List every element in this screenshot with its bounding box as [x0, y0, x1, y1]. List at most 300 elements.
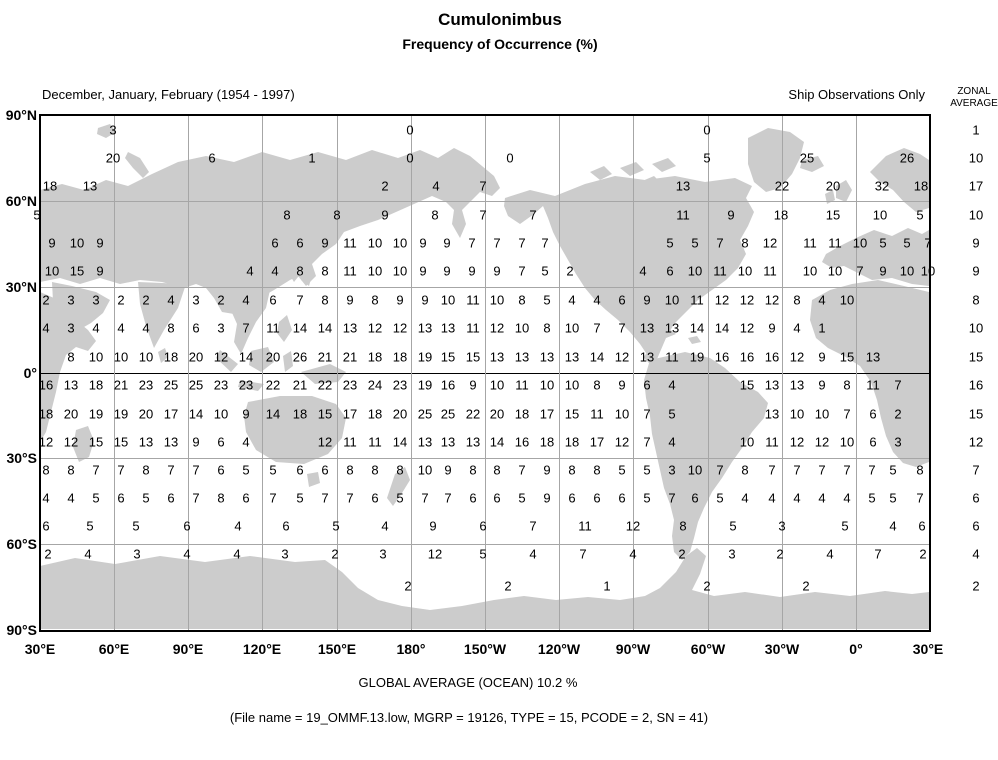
grid-value: 20: [825, 178, 841, 194]
grid-value: 6: [321, 462, 329, 478]
grid-value: 8: [568, 462, 576, 478]
grid-value: 8: [593, 377, 601, 393]
period-label: December, January, February (1954 - 1997): [42, 87, 295, 102]
lon-tick-label: 120°W: [537, 641, 581, 657]
grid-value: 6: [469, 490, 477, 506]
grid-value: 6: [666, 263, 674, 279]
grid-value: 9: [96, 263, 104, 279]
grid-value: 4: [233, 546, 241, 562]
grid-line-v: [114, 115, 115, 630]
grid-value: 4: [768, 490, 776, 506]
grid-value: 10: [564, 377, 580, 393]
grid-value: 6: [371, 490, 379, 506]
grid-value: 18: [292, 406, 308, 422]
grid-value: 6: [618, 490, 626, 506]
grid-value: 11: [866, 377, 880, 393]
grid-value: 8: [431, 207, 439, 223]
grid-value: 7: [818, 462, 826, 478]
grid-value: 18: [367, 406, 383, 422]
grid-value: 10: [739, 434, 755, 450]
grid-value: 11: [676, 207, 690, 223]
grid-value: 16: [739, 349, 755, 365]
grid-value: 13: [465, 434, 481, 450]
grid-value: 4: [92, 320, 100, 336]
grid-value: 4: [793, 490, 801, 506]
grid-value: 7: [874, 546, 882, 562]
grid-value: 10: [514, 320, 530, 336]
grid-value: 0: [406, 122, 414, 138]
grid-value: 3: [217, 320, 225, 336]
grid-value: 11: [763, 263, 777, 279]
grid-value: 5: [729, 518, 737, 534]
grid-value: 20: [138, 406, 154, 422]
grid-value: 8: [371, 292, 379, 308]
grid-value: 12: [392, 320, 408, 336]
grid-value: 7: [643, 406, 651, 422]
grid-value: 8: [793, 292, 801, 308]
grid-value: 10: [392, 263, 408, 279]
grid-value: 5: [269, 462, 277, 478]
grid-value: 15: [69, 263, 85, 279]
grid-value: 10: [687, 263, 703, 279]
grid-value: 9: [346, 292, 354, 308]
grid-value: 18: [539, 434, 555, 450]
grid-value: 8: [333, 207, 341, 223]
file-info-label: (File name = 19_OMMF.13.low, MGRP = 19126, TYPE = 15, PCODE = 2, SN = 41): [229, 710, 709, 725]
grid-value: 17: [342, 406, 358, 422]
grid-value: 6: [269, 292, 277, 308]
grid-value: 12: [63, 434, 79, 450]
grid-value: 25: [799, 150, 815, 166]
grid-value: 32: [874, 178, 890, 194]
grid-value: 13: [417, 434, 433, 450]
grid-value: 9: [444, 462, 452, 478]
grid-value: 8: [843, 377, 851, 393]
grid-value: 7: [117, 462, 125, 478]
grid-value: 3: [778, 518, 786, 534]
grid-value: 18: [42, 178, 58, 194]
grid-value: 22: [265, 377, 281, 393]
grid-value: 13: [63, 377, 79, 393]
grid-value: 9: [443, 235, 451, 251]
zonal-average-value: 6: [972, 490, 980, 506]
grid-value: 2: [217, 292, 225, 308]
island-tasmania: [307, 472, 320, 487]
grid-value: 4: [593, 292, 601, 308]
grid-value: 10: [737, 263, 753, 279]
grid-value: 12: [764, 292, 780, 308]
grid-value: 7: [716, 235, 724, 251]
grid-value: 25: [163, 377, 179, 393]
page-title: Cumulonimbus: [438, 10, 562, 29]
grid-value: 8: [593, 462, 601, 478]
grid-value: 21: [113, 377, 129, 393]
grid-value: 8: [679, 518, 687, 534]
grid-value: 9: [419, 263, 427, 279]
grid-value: 13: [489, 349, 505, 365]
grid-value: 2: [703, 578, 711, 594]
grid-value: 5: [618, 462, 626, 478]
grid-value: 11: [368, 434, 382, 450]
grid-value: 12: [739, 320, 755, 336]
grid-value: 2: [117, 292, 125, 308]
grid-value: 12: [213, 349, 229, 365]
grid-value: 12: [614, 434, 630, 450]
grid-value: 7: [518, 462, 526, 478]
grid-value: 2: [404, 578, 412, 594]
grid-value: 4: [242, 292, 250, 308]
grid-value: 5: [332, 518, 340, 534]
lat-tick-label: 30°S: [6, 450, 37, 466]
grid-value: 10: [839, 292, 855, 308]
grid-value: 7: [668, 490, 676, 506]
zonal-average-value: 7: [972, 462, 980, 478]
grid-value: 14: [317, 320, 333, 336]
grid-value: 19: [417, 349, 433, 365]
grid-value: 11: [803, 235, 817, 251]
grid-value: 3: [192, 292, 200, 308]
grid-value: 9: [543, 462, 551, 478]
grid-value: 4: [741, 490, 749, 506]
grid-value: 5: [703, 150, 711, 166]
grid-value: 8: [67, 462, 75, 478]
grid-value: 10: [614, 406, 630, 422]
grid-value: 14: [265, 406, 281, 422]
zonal-average-value: 8: [972, 292, 980, 308]
zonal-average-value: 15: [968, 406, 984, 422]
grid-value: 10: [872, 207, 888, 223]
grid-value: 2: [44, 546, 52, 562]
grid-value: 6: [479, 518, 487, 534]
grid-value: 7: [618, 320, 626, 336]
grid-value: 12: [614, 349, 630, 365]
grid-value: 12: [814, 434, 830, 450]
grid-value: 11: [343, 263, 357, 279]
lon-tick-label: 90°W: [615, 641, 651, 657]
grid-value: 13: [342, 320, 358, 336]
zonal-average-value: 9: [972, 235, 980, 251]
grid-value: 11: [466, 292, 480, 308]
grid-value: 3: [109, 122, 117, 138]
grid-value: 6: [643, 377, 651, 393]
grid-value: 7: [894, 377, 902, 393]
page-subtitle: Frequency of Occurrence (%): [402, 36, 598, 52]
grid-value: 8: [396, 462, 404, 478]
grid-value: 2: [919, 546, 927, 562]
grid-value: 8: [296, 263, 304, 279]
grid-value: 5: [668, 406, 676, 422]
grid-value: 9: [443, 263, 451, 279]
grid-value: 3: [668, 462, 676, 478]
grid-value: 4: [818, 292, 826, 308]
grid-value: 10: [852, 235, 868, 251]
grid-value: 10: [69, 235, 85, 251]
grid-value: 9: [727, 207, 735, 223]
grid-value: 8: [42, 462, 50, 478]
grid-value: 7: [167, 462, 175, 478]
grid-value: 5: [518, 490, 526, 506]
grid-value: 16: [514, 434, 530, 450]
grid-value: 10: [564, 320, 580, 336]
grid-value: 6: [618, 292, 626, 308]
grid-value: 7: [493, 235, 501, 251]
grid-value: 9: [469, 377, 477, 393]
grid-value: 13: [417, 320, 433, 336]
grid-value: 12: [38, 434, 54, 450]
grid-value: 7: [296, 292, 304, 308]
grid-value: 10: [440, 292, 456, 308]
lat-tick-label: 90°N: [5, 107, 37, 123]
grid-value: 7: [924, 235, 932, 251]
grid-value: 13: [514, 349, 530, 365]
grid-value: 10: [839, 434, 855, 450]
grid-value: 9: [48, 235, 56, 251]
grid-value: 17: [163, 406, 179, 422]
grid-value: 5: [86, 518, 94, 534]
grid-value: 4: [242, 434, 250, 450]
grid-value: 9: [421, 292, 429, 308]
grid-value: 10: [489, 377, 505, 393]
grid-value: 12: [625, 518, 641, 534]
grid-line-v: [856, 115, 857, 630]
grid-value: 6: [42, 518, 50, 534]
zonal-average-value: 9: [972, 263, 980, 279]
grid-value: 8: [543, 320, 551, 336]
grid-value: 13: [764, 377, 780, 393]
grid-value: 15: [465, 349, 481, 365]
grid-value: 20: [188, 349, 204, 365]
grid-value: 4: [639, 263, 647, 279]
grid-value: 9: [242, 406, 250, 422]
grid-value: 17: [539, 406, 555, 422]
grid-value: 11: [466, 320, 480, 336]
grid-value: 14: [589, 349, 605, 365]
grid-value: 7: [444, 490, 452, 506]
grid-value: 4: [42, 490, 50, 506]
grid-value: 10: [367, 263, 383, 279]
grid-value: 4: [234, 518, 242, 534]
zonal-average-value: 1: [972, 122, 980, 138]
grid-value: 13: [639, 349, 655, 365]
grid-value: 16: [714, 349, 730, 365]
zonal-average-header: [950, 86, 998, 110]
zonal-average-value: 6: [972, 518, 980, 534]
grid-value: 16: [764, 349, 780, 365]
grid-value: 12: [489, 320, 505, 336]
grid-value: 5: [92, 490, 100, 506]
grid-value: 4: [889, 518, 897, 534]
grid-value: 2: [42, 292, 50, 308]
grid-value: 0: [506, 150, 514, 166]
lon-tick-label: 60°W: [690, 641, 726, 657]
grid-value: 8: [469, 462, 477, 478]
grid-value: 12: [762, 235, 778, 251]
grid-value: 11: [828, 235, 842, 251]
grid-value: 4: [529, 546, 537, 562]
grid-value: 5: [543, 292, 551, 308]
grid-value: 7: [768, 462, 776, 478]
grid-value: 13: [564, 349, 580, 365]
grid-value: 6: [271, 235, 279, 251]
grid-value: 8: [346, 462, 354, 478]
grid-value: 1: [818, 320, 826, 336]
grid-value: 7: [242, 320, 250, 336]
grid-value: 12: [789, 434, 805, 450]
grid-value: 4: [183, 546, 191, 562]
grid-value: 9: [468, 263, 476, 279]
grid-value: 19: [689, 349, 705, 365]
grid-value: 8: [217, 490, 225, 506]
grid-value: 21: [342, 349, 358, 365]
grid-value: 15: [113, 434, 129, 450]
grid-value: 11: [713, 263, 727, 279]
lon-tick-label: 180°: [396, 641, 426, 657]
grid-value: 13: [440, 320, 456, 336]
grid-value: 8: [741, 462, 749, 478]
grid-value: 13: [764, 406, 780, 422]
grid-value: 25: [188, 377, 204, 393]
grid-value: 6: [217, 462, 225, 478]
grid-value: 15: [88, 434, 104, 450]
grid-value: 13: [865, 349, 881, 365]
grid-value: 10: [899, 263, 915, 279]
grid-value: 4: [843, 490, 851, 506]
grid-value: 11: [578, 518, 592, 534]
grid-value: 5: [916, 207, 924, 223]
grid-value: 8: [321, 292, 329, 308]
grid-value: 11: [515, 377, 529, 393]
grid-value: 9: [818, 377, 826, 393]
grid-value: 2: [331, 546, 339, 562]
grid-value: 7: [269, 490, 277, 506]
grid-value: 8: [142, 462, 150, 478]
grid-value: 7: [479, 207, 487, 223]
grid-value: 8: [518, 292, 526, 308]
grid-value: 10: [827, 263, 843, 279]
grid-value: 12: [427, 546, 443, 562]
global-average-label: GLOBAL AVERAGE (OCEAN) 10.2 %: [358, 675, 578, 690]
lon-tick-label: 60°E: [98, 641, 130, 657]
grid-value: 10: [367, 235, 383, 251]
lat-tick-label: 30°N: [5, 279, 37, 295]
grid-value: 13: [539, 349, 555, 365]
grid-value: 10: [664, 292, 680, 308]
grid-value: 5: [132, 518, 140, 534]
grid-value: 8: [167, 320, 175, 336]
grid-value: 10: [138, 349, 154, 365]
grid-value: 18: [913, 178, 929, 194]
grid-value: 4: [246, 263, 254, 279]
lon-tick-label: 30°E: [912, 641, 944, 657]
grid-value: 6: [869, 406, 877, 422]
grid-value: 11: [765, 434, 779, 450]
grid-value: 23: [138, 377, 154, 393]
grid-line-v: [708, 115, 709, 630]
grid-value: 20: [392, 406, 408, 422]
grid-value: 5: [716, 490, 724, 506]
grid-value: 13: [675, 178, 691, 194]
grid-value: 10: [417, 462, 433, 478]
grid-value: 3: [92, 292, 100, 308]
grid-value: 22: [317, 377, 333, 393]
grid-value: 14: [292, 320, 308, 336]
grid-value: 6: [282, 518, 290, 534]
grid-value: 7: [192, 462, 200, 478]
grid-value: 5: [643, 490, 651, 506]
grid-value: 22: [774, 178, 790, 194]
grid-value: 15: [317, 406, 333, 422]
zonal-average-value: 10: [968, 207, 984, 223]
grid-value: 9: [618, 377, 626, 393]
grid-value: 19: [88, 406, 104, 422]
grid-value: 7: [421, 490, 429, 506]
grid-value: 6: [296, 235, 304, 251]
grid-value: 2: [678, 546, 686, 562]
grid-value: 10: [920, 263, 936, 279]
grid-value: 5: [142, 490, 150, 506]
grid-value: 7: [518, 263, 526, 279]
grid-value: 13: [664, 320, 680, 336]
grid-value: 0: [703, 122, 711, 138]
grid-value: 3: [281, 546, 289, 562]
zonal-average-value: 16: [968, 377, 984, 393]
lon-tick-label: 120°E: [242, 641, 282, 657]
grid-value: 8: [371, 462, 379, 478]
grid-value: 4: [167, 292, 175, 308]
grid-value: 25: [440, 406, 456, 422]
grid-value: 25: [417, 406, 433, 422]
grid-value: 7: [793, 462, 801, 478]
grid-value: 4: [381, 518, 389, 534]
grid-value: 13: [789, 377, 805, 393]
grid-value: 11: [590, 406, 604, 422]
grid-value: 7: [643, 434, 651, 450]
grid-value: 6: [296, 462, 304, 478]
grid-value: 6: [691, 490, 699, 506]
island-novaya-zemlya: [125, 152, 149, 178]
grid-value: 21: [292, 377, 308, 393]
grid-value: 6: [217, 434, 225, 450]
grid-value: 4: [793, 320, 801, 336]
grid-value: 5: [479, 546, 487, 562]
grid-value: 18: [38, 406, 54, 422]
grid-value: 13: [138, 434, 154, 450]
zonal-header-line2: AVERAGE: [950, 98, 998, 109]
grid-value: 12: [714, 292, 730, 308]
grid-value: 18: [163, 349, 179, 365]
grid-value: 7: [479, 178, 487, 194]
zonal-average-value: 10: [968, 320, 984, 336]
grid-value: 18: [367, 349, 383, 365]
grid-value: 7: [518, 235, 526, 251]
grid-value: 7: [579, 546, 587, 562]
grid-value: 13: [440, 434, 456, 450]
grid-value: 26: [292, 349, 308, 365]
grid-value: 5: [541, 263, 549, 279]
lat-tick-label: 60°S: [6, 536, 37, 552]
grid-value: 14: [188, 406, 204, 422]
grid-value: 13: [82, 178, 98, 194]
grid-value: 16: [38, 377, 54, 393]
grid-value: 2: [802, 578, 810, 594]
grid-value: 10: [113, 349, 129, 365]
grid-value: 2: [381, 178, 389, 194]
grid-value: 15: [440, 349, 456, 365]
grid-value: 10: [44, 263, 60, 279]
grid-value: 4: [818, 490, 826, 506]
grid-value: 10: [88, 349, 104, 365]
grid-value: 10: [789, 406, 805, 422]
